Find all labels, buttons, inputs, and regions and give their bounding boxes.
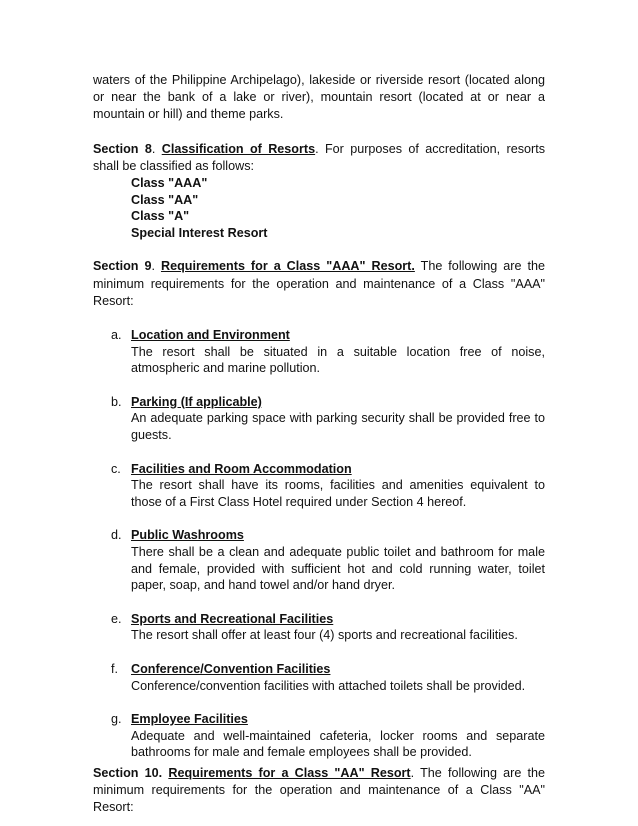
section-8-title: Classification of Resorts <box>161 141 316 156</box>
class-item: Class "AA" <box>131 192 199 207</box>
section-8-label: Section 8 <box>93 141 152 156</box>
section-10-title: Requirements for a Class "AA" Resort <box>168 765 411 780</box>
requirement-item <box>93 461 545 511</box>
item-title: Facilities and Room Accommodation <box>131 461 352 476</box>
item-body: The resort shall be situated in a suitable location free of noise, atmospheric and marine pollution. <box>131 344 545 376</box>
item-title: Public Washrooms <box>131 528 244 543</box>
class-item: Special Interest Resort <box>131 225 268 240</box>
item-letter: b. <box>111 394 122 409</box>
section-9-text: The following are the minimum requirements for the operation and maintenance of a Class "AAA" Resort: <box>93 259 545 308</box>
item-title: Location and Environment <box>131 328 290 342</box>
item-body: The resort shall have its rooms, facilities and amenities equivalent to those of a First Class Hotel required under Section 4 hereof. <box>131 478 545 509</box>
item-body: Adequate and well-maintained cafeteria, locker rooms and separate bathrooms for male and female employees shall be provided. <box>131 728 545 760</box>
section-10-text: . The following are the minimum requirements for the operation and maintenance of a Class "AA" Resort: <box>93 765 545 815</box>
class-item: Class "A" <box>131 209 190 224</box>
requirement-item <box>93 327 545 377</box>
item-letter: d. <box>111 528 122 543</box>
requirement-item <box>93 611 545 644</box>
item-letter: c. <box>111 461 121 476</box>
item-title: Parking (If applicable) <box>131 394 262 409</box>
section-10-label: Section 10. <box>93 765 163 780</box>
item-title: Sports and Recreational Facilities <box>131 611 334 626</box>
item-body: Conference/convention facilities with attached toilets shall be provided. <box>131 678 526 693</box>
resort-class-list <box>93 175 545 241</box>
section-8-text: . For purposes of accreditation, resorts shall be classified as follows: <box>93 141 545 173</box>
section-10-paragraph <box>93 765 545 817</box>
requirement-item <box>93 394 545 444</box>
section-9-paragraph <box>93 258 545 310</box>
item-letter: a. <box>111 328 122 342</box>
requirement-item <box>93 711 545 761</box>
intro-paragraph: waters of the Philippine Archipelago), lakeside or riverside resort (located along or near the bank of a lake or river), mountain resort (located at or near a mountain or hill) and theme parks. <box>93 73 545 122</box>
item-body: There shall be a clean and adequate public toilet and bathroom for male and female, provided with sufficient hot and cold running water, toilet paper, soap, and hand towel and/or hand dryer. <box>131 544 545 593</box>
item-body: The resort shall offer at least four (4) sports and recreational facilities. <box>131 628 518 643</box>
requirement-item <box>93 527 545 593</box>
section-8-paragraph <box>93 141 545 175</box>
section-9-title: Requirements for a Class "AAA" Resort. <box>160 259 415 274</box>
document-page <box>93 72 545 816</box>
item-title: Conference/Convention Facilities <box>131 661 331 676</box>
class-item: Class "AAA" <box>131 176 208 191</box>
section-9-label: Section 9 <box>93 259 152 274</box>
item-letter: f. <box>111 661 118 676</box>
requirement-item <box>93 661 545 694</box>
section-9-separator: . <box>151 259 161 274</box>
section-8-separator: . <box>151 141 162 156</box>
item-body: An adequate parking space with parking security shall be provided free to guests. <box>131 411 545 442</box>
item-title: Employee Facilities <box>131 712 248 727</box>
item-letter: e. <box>111 611 122 626</box>
item-letter: g. <box>111 712 122 727</box>
